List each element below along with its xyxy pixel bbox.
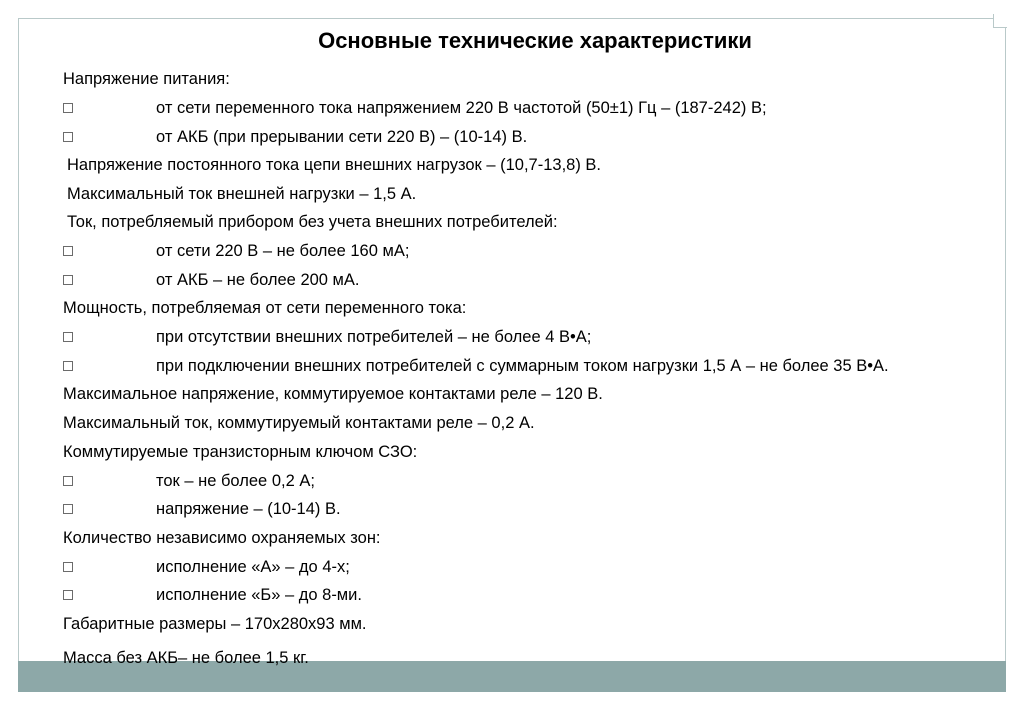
bullet-icon <box>63 246 73 256</box>
slide-frame-corner <box>993 14 1007 28</box>
bullet-icon <box>63 275 73 285</box>
spec-relay-max-current: Максимальный ток, коммутируемый контактами реле – 0,2 А. <box>63 414 535 432</box>
spec-item-consumption-battery: от АКБ – не более 200 мА. <box>156 271 360 289</box>
bullet-icon <box>63 562 73 572</box>
bullet-icon <box>63 361 73 371</box>
spec-item-consumption-mains: от сети 220 В – не более 160 мА; <box>156 242 410 260</box>
spec-heading-transistor-switch: Коммутируемые транзисторным ключом СЗО: <box>63 443 418 461</box>
bullet-icon <box>63 504 73 514</box>
spec-item-battery: от АКБ (при прерывании сети 220 В) – (10-14) В. <box>156 128 528 146</box>
spec-item-zones-a: исполнение «А» – до 4-х; <box>156 558 350 576</box>
bullet-icon <box>63 132 73 142</box>
spec-relay-max-voltage: Максимальное напряжение, коммутируемое контактами реле – 120 В. <box>63 385 603 403</box>
spec-dimensions: Габаритные размеры – 170x280x93 мм. <box>63 615 367 633</box>
spec-weight: Масса без АКБ– не более 1,5 кг. <box>63 649 309 667</box>
bullet-icon <box>63 476 73 486</box>
spec-heading-zones: Количество независимо охраняемых зон: <box>63 529 381 547</box>
bullet-icon <box>63 103 73 113</box>
page-title: Основные технические характеристики <box>318 28 752 53</box>
spec-heading-power: Мощность, потребляемая от сети переменного тока: <box>63 299 467 317</box>
spec-heading-power-supply: Напряжение питания: <box>63 70 230 88</box>
spec-item-zones-b: исполнение «Б» – до 8-ми. <box>156 586 362 604</box>
spec-heading-consumption: Ток, потребляемый прибором без учета внешних потребителей: <box>67 213 558 231</box>
spec-item-power-full-load: при подключении внешних потребителей с суммарным током нагрузки 1,5 А – не более 35 В•А. <box>156 357 889 375</box>
spec-item-switch-current: ток – не более 0,2 А; <box>156 472 315 490</box>
spec-item-ac-mains: от сети переменного тока напряжением 220 В частотой (50±1) Гц – (187-242) В; <box>156 99 767 117</box>
spec-item-power-no-load: при отсутствии внешних потребителей – не более 4 В•А; <box>156 328 592 346</box>
bullet-icon <box>63 332 73 342</box>
bullet-icon <box>63 590 73 600</box>
spec-item-switch-voltage: напряжение – (10-14) В. <box>156 500 341 518</box>
spec-external-load-voltage: Напряжение постоянного тока цепи внешних нагрузок – (10,7-13,8) В. <box>67 156 601 174</box>
spec-max-external-current: Максимальный ток внешней нагрузки – 1,5 А. <box>67 185 417 203</box>
